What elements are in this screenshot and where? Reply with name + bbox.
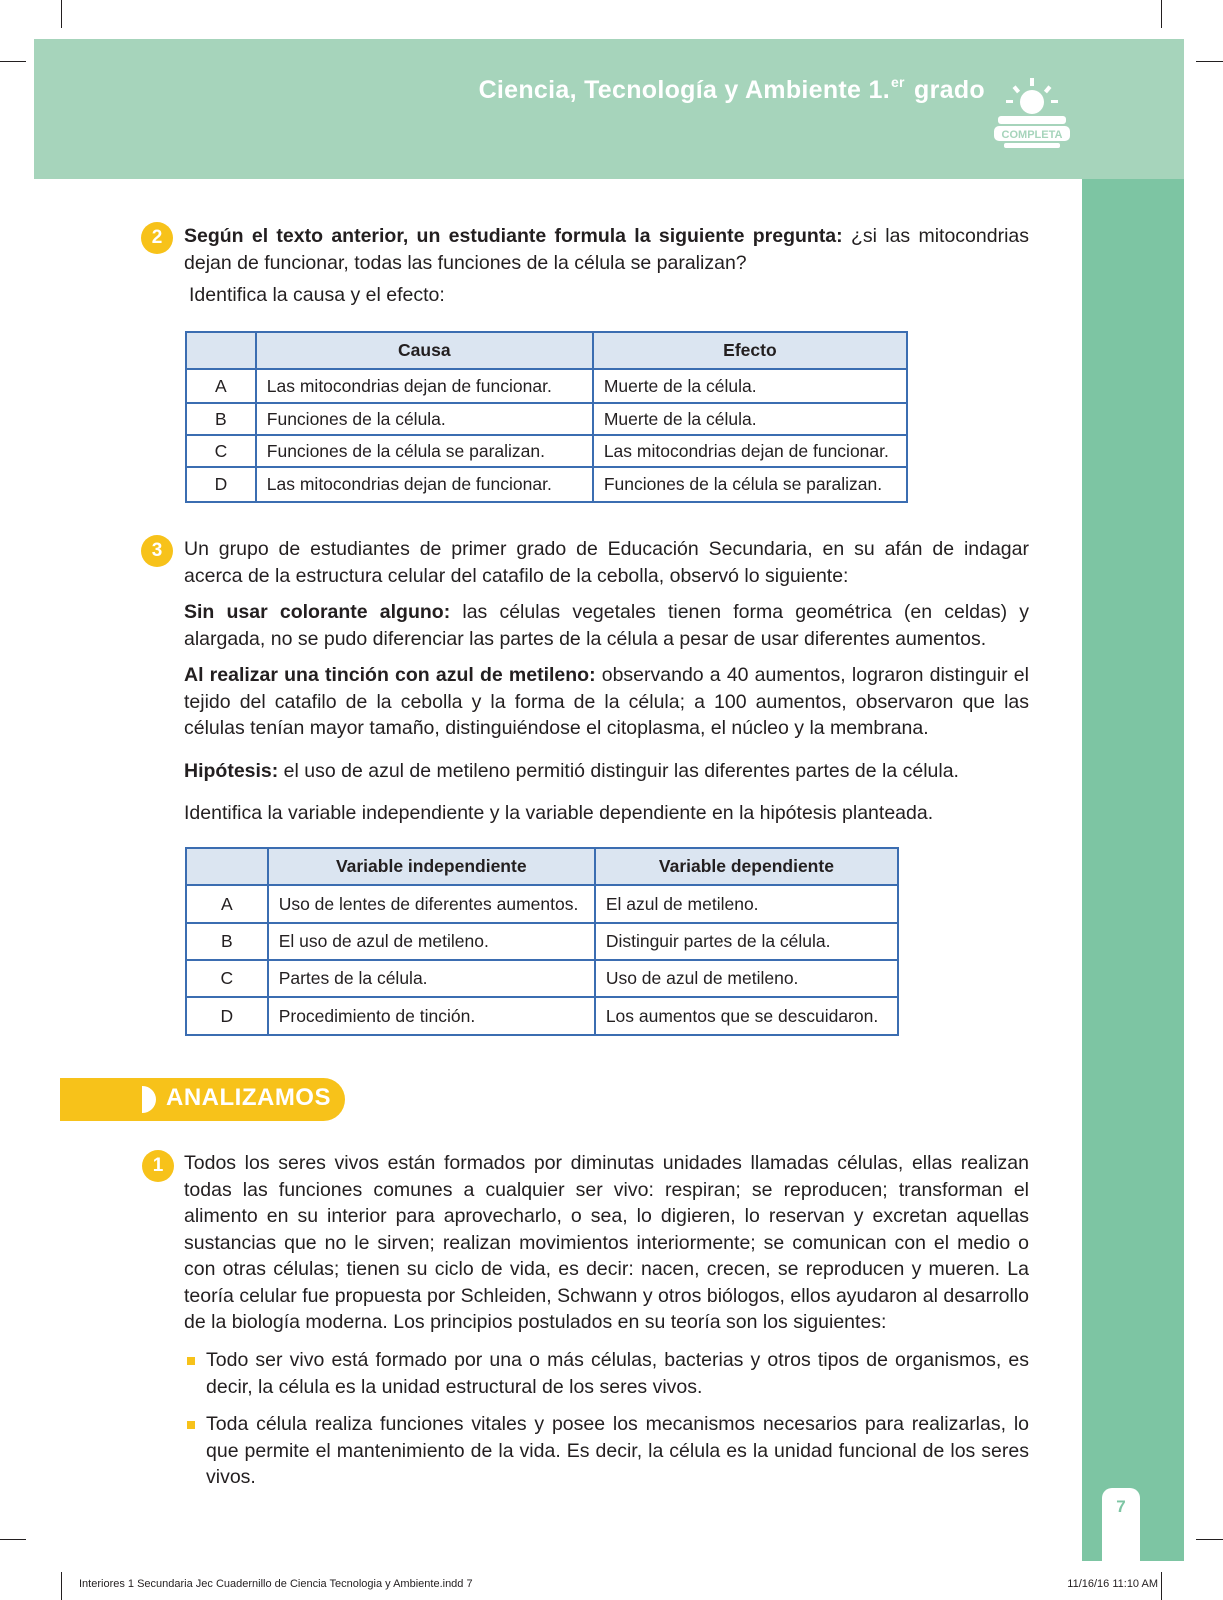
effect-cell: Muerte de la célula. [593,403,907,435]
cause-cell: Las mitocondrias dejan de funcionar. [256,467,593,502]
dependent-cell: Uso de azul de metileno. [595,960,898,997]
effect-cell: Muerte de la célula. [593,369,907,403]
header-cell-causa: Causa [256,332,593,369]
option-letter: A [186,885,268,923]
question-3-paragraph-2 [184,662,1029,742]
page-title [479,74,985,105]
footer-file-info: Interiores 1 Secundaria Jec Cuadernillo de Ciencia Tecnologia y Ambiente.indd 7 [79,1578,473,1590]
paragraph-2-rest: observando a 40 aumentos, lograron distinguir el tejido del catafilo de la cebolla y la forma de la célula; a 100 aumentos, observaron que las células tenían mayor tamaño, distinguiéndose el citoplasma, el núcleo y la membrana. [184,664,1029,739]
bullet-square-icon [187,1421,195,1429]
analizamos-item-1-text: Todos los seres vivos están formados por diminutas unidades llamadas células, ellas realizan todas las funciones comunes a cualquier ser vivo: respiran; se reproducen; transforman el alimento en su interior para aprovecharlo, o sea, lo digieren, lo reservan y excretan aquellas sustancias que no le sirven; realizan movimientos interiormente; se comunican con el medio o con otras células; tienen su ciclo de vida, es decir: nacen, crecen, se reproducen y mueren. La teoría celular fue propuesta por Schleiden, Schwann y otros biólogos, ellos ayudaron al desarrollo de la biología moderna. Los principios postulados en su teoría son los siguientes: [184,1152,1029,1333]
crop-mark [0,61,26,62]
option-letter: C [186,960,268,997]
crop-mark [61,0,62,28]
question-number-2: 2 [141,222,173,254]
side-bar [1082,179,1184,1561]
table-row [186,369,907,403]
crop-mark [1196,61,1223,62]
cause-cell: Las mitocondrias dejan de funcionar. [256,369,593,403]
table-header-row [186,332,907,369]
independent-cell: El uso de azul de metileno. [268,923,595,960]
dependent-cell: Distinguir partes de la célula. [595,923,898,960]
question-3-hypothesis [184,758,1029,785]
paragraph-1-bold: Sin usar colorante alguno: [184,601,451,623]
footer-timestamp: 11/16/16 11:10 AM [1067,1578,1158,1590]
logo-text: COMPLETA [1001,129,1063,141]
question-3-instruction: Identifica la variable independiente y la variable dependiente en la hipótesis planteada. [184,802,934,824]
option-letter: D [186,467,256,502]
dependent-cell: El azul de metileno. [595,885,898,923]
table-row [186,435,907,467]
page-number: 7 [1116,1497,1126,1516]
option-letter: A [186,369,256,403]
bullet-square-icon [187,1357,195,1365]
table-row [186,997,898,1035]
independent-cell: Partes de la célula. [268,960,595,997]
banner-half-circle-icon [142,1086,156,1113]
independent-cell: Procedimiento de tinción. [268,997,595,1035]
title-sup: er [890,74,905,90]
table-row [186,923,898,960]
option-letter: B [186,923,268,960]
question-2-text [184,223,1029,309]
table-row [186,960,898,997]
paragraph-1-rest: las células vegetales tienen forma geométrica (en celdas) y alargada, no se pudo diferenciar las partes de la célula a pesar de usar diferentes aumentos. [184,601,1030,650]
option-letter: D [186,997,268,1035]
question-number-3: 3 [141,535,173,567]
title-end: grado [914,76,985,104]
question-2-rest: ¿si las mitocondrias dejan de funcionar, todas las funciones de la célula se paralizan? [184,225,1030,274]
table-row [186,885,898,923]
list-item: Todo ser vivo está formado por una o más células, bacterias y otros tipos de organismos, es decir, la célula es la unidad estructural de los seres vivos. [206,1349,1029,1398]
crop-mark [1161,0,1162,28]
header-cell-empty [186,848,268,885]
independent-cell: Uso de lentes de diferentes aumentos. [268,885,595,923]
cause-cell: Funciones de la célula se paralizan. [256,435,593,467]
effect-cell: Funciones de la célula se paralizan. [593,467,907,502]
crop-mark [61,1572,62,1600]
crop-mark [1161,1572,1162,1600]
hypothesis-bold: Hipótesis: [184,759,279,782]
question-3-paragraph-1 [184,599,1029,652]
crop-mark [1196,1539,1223,1540]
header-cell-empty [186,332,256,369]
header-cell-independiente: Variable independiente [268,848,595,885]
hypothesis-rest: el uso de azul de metileno permitió distinguir las diferentes partes de la célula. [278,759,959,782]
question-2-bold: Según el texto anterior, un estudiante formula la siguiente pregunta: [184,225,843,247]
cause-effect-table [185,331,908,503]
question-3-intro: Un grupo de estudiantes de primer grado de Educación Secundaria, en su afán de indagar acerca de la estructura celular del catafilo de la cebolla, observó lo siguiente: [184,538,1029,587]
section-title: ANALIZAMOS [166,1084,331,1111]
option-letter: B [186,403,256,435]
section-banner-analizamos [60,1078,345,1121]
title-main: Ciencia, Tecnología y Ambiente 1. [478,76,890,104]
effect-cell: Las mitocondrias dejan de funcionar. [593,435,907,467]
item-number-1: 1 [142,1150,174,1182]
paragraph-2-bold: Al realizar una tinción con azul de metileno: [184,664,596,686]
crop-mark [0,1539,26,1540]
table-row [186,467,907,502]
table-row [186,403,907,435]
variables-table [185,847,899,1036]
header-cell-dependiente: Variable dependiente [595,848,898,885]
list-item: Toda célula realiza funciones vitales y posee los mecanismos necesarios para realizarlas, lo que permite el mantenimiento de la vida. Es decir, la célula es la unidad funcional de los seres vivos. [206,1413,1029,1488]
dependent-cell: Los aumentos que se descuidaron. [595,997,898,1035]
cause-cell: Funciones de la célula. [256,403,593,435]
jornada-logo [990,60,1074,156]
question-2-instruction: Identifica la causa y el efecto: [189,284,445,306]
header-cell-efecto: Efecto [593,332,907,369]
table-header-row [186,848,898,885]
option-letter: C [186,435,256,467]
question-3-text [184,536,1029,827]
